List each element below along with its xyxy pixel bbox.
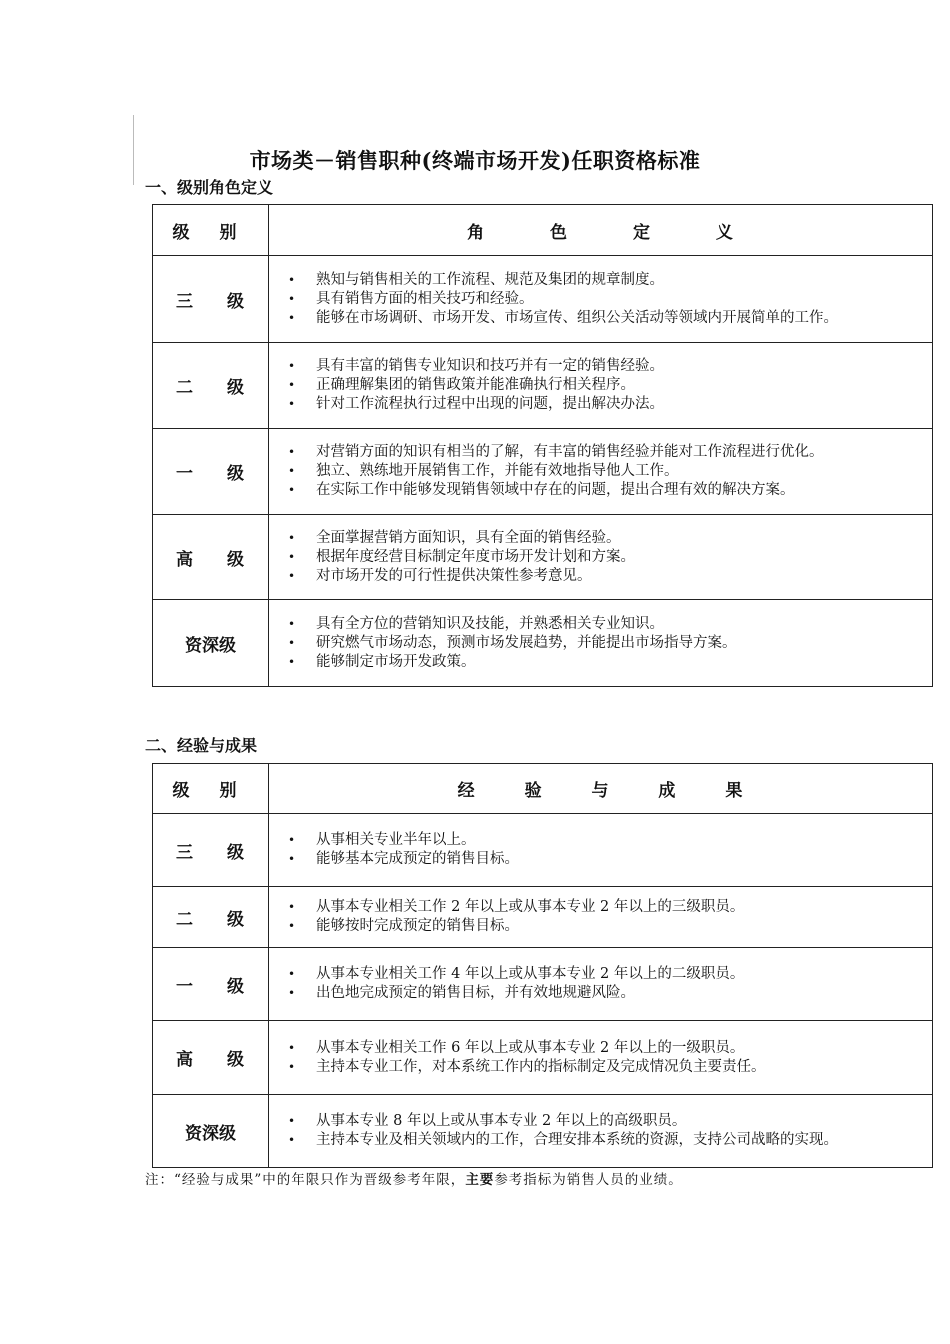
level-cell: 资深级 xyxy=(153,600,269,687)
table-row xyxy=(153,1021,933,1095)
content-cell xyxy=(269,1095,933,1168)
list-item: • 从事本专业 8 年以上或从事本专业 2 年以上的高级职员。 xyxy=(284,1112,931,1131)
footnote-suffix: 参考指标为销售人员的业绩。 xyxy=(494,1172,683,1188)
list-item: • 针对工作流程执行过程中出现的问题，提出解决办法。 xyxy=(284,395,931,414)
list-item: • 能够基本完成预定的销售目标。 xyxy=(284,850,931,869)
list-item: • 能够制定市场开发政策。 xyxy=(284,653,931,672)
content-cell xyxy=(269,256,933,343)
table-header-row xyxy=(153,205,933,256)
list-item: • 从事本专业相关工作 6 年以上或从事本专业 2 年以上的一级职员。 xyxy=(284,1039,931,1058)
footnote-bold: 主要 xyxy=(465,1172,495,1188)
table-row xyxy=(153,814,933,887)
header-role-definition: 角 色 定 义 xyxy=(269,205,933,256)
level-cell: 高 级 xyxy=(153,1021,269,1095)
list-item: • 具有销售方面的相关技巧和经验。 xyxy=(284,290,931,309)
page-title: 市场类－销售职种(终端市场开发)任职资格标准 xyxy=(249,148,701,173)
content-cell xyxy=(269,429,933,515)
table-row xyxy=(153,515,933,600)
list-item: • 从事相关专业半年以上。 xyxy=(284,831,931,850)
content-cell xyxy=(269,814,933,887)
table-row xyxy=(153,948,933,1021)
level-cell: 一 级 xyxy=(153,429,269,515)
experience-table xyxy=(152,763,933,1168)
list-item: • 对市场开发的可行性提供决策性参考意见。 xyxy=(284,567,931,586)
level-cell: 高 级 xyxy=(153,515,269,600)
list-item: • 在实际工作中能够发现销售领域中存在的问题，提出合理有效的解决方案。 xyxy=(284,481,931,500)
section-heading-experience: 二、经验与成果 xyxy=(145,736,258,755)
list-item: • 全面掌握营销方面知识，具有全面的销售经验。 xyxy=(284,529,931,548)
table-row xyxy=(153,600,933,687)
list-item: • 独立、熟练地开展销售工作，并能有效地指导他人工作。 xyxy=(284,462,931,481)
section-heading-role-definition: 一、级别角色定义 xyxy=(145,178,274,197)
list-item: • 从事本专业相关工作 4 年以上或从事本专业 2 年以上的二级职员。 xyxy=(284,965,931,984)
table-row xyxy=(153,1095,933,1168)
footnote-prefix: 注：“经验与成果”中的年限只作为晋级参考年限， xyxy=(145,1172,466,1188)
header-level: 级 别 xyxy=(153,764,269,814)
list-item: • 具有全方位的营销知识及技能，并熟悉相关专业知识。 xyxy=(284,615,931,634)
list-item: • 能够在市场调研、市场开发、市场宣传、组织公关活动等领域内开展简单的工作。 xyxy=(284,309,931,328)
list-item: • 从事本专业相关工作 2 年以上或从事本专业 2 年以上的三级职员。 xyxy=(284,898,931,917)
level-cell: 三 级 xyxy=(153,814,269,887)
role-definition-table xyxy=(152,204,933,687)
level-cell: 三 级 xyxy=(153,256,269,343)
list-item: • 主持本专业工作，对本系统工作内的指标制定及完成情况负主要责任。 xyxy=(284,1058,931,1077)
footnote xyxy=(145,1168,683,1188)
list-item: • 出色地完成预定的销售目标，并有效地规避风险。 xyxy=(284,984,931,1003)
content-cell xyxy=(269,343,933,429)
table-row xyxy=(153,887,933,948)
table-row xyxy=(153,343,933,429)
table-row xyxy=(153,429,933,515)
table-header-row xyxy=(153,764,933,814)
list-item: • 熟知与销售相关的工作流程、规范及集团的规章制度。 xyxy=(284,271,931,290)
header-experience: 经 验 与 成 果 xyxy=(269,764,933,814)
list-item: • 研究燃气市场动态，预测市场发展趋势，并能提出市场指导方案。 xyxy=(284,634,931,653)
level-cell: 二 级 xyxy=(153,887,269,948)
header-level: 级 别 xyxy=(153,205,269,256)
list-item: • 根据年度经营目标制定年度市场开发计划和方案。 xyxy=(284,548,931,567)
content-cell xyxy=(269,600,933,687)
list-item: • 对营销方面的知识有相当的了解，有丰富的销售经验并能对工作流程进行优化。 xyxy=(284,443,931,462)
table-row xyxy=(153,256,933,343)
content-cell xyxy=(269,515,933,600)
level-cell: 一 级 xyxy=(153,948,269,1021)
list-item: • 正确理解集团的销售政策并能准确执行相关程序。 xyxy=(284,376,931,395)
level-cell: 资深级 xyxy=(153,1095,269,1168)
list-item: • 主持本专业及相关领域内的工作，合理安排本系统的资源，支持公司战略的实现。 xyxy=(284,1131,931,1150)
content-cell xyxy=(269,887,933,948)
list-item: • 具有丰富的销售专业知识和技巧并有一定的销售经验。 xyxy=(284,357,931,376)
list-item: • 能够按时完成预定的销售目标。 xyxy=(284,917,931,936)
content-cell xyxy=(269,948,933,1021)
level-cell: 二 级 xyxy=(153,343,269,429)
content-cell xyxy=(269,1021,933,1095)
